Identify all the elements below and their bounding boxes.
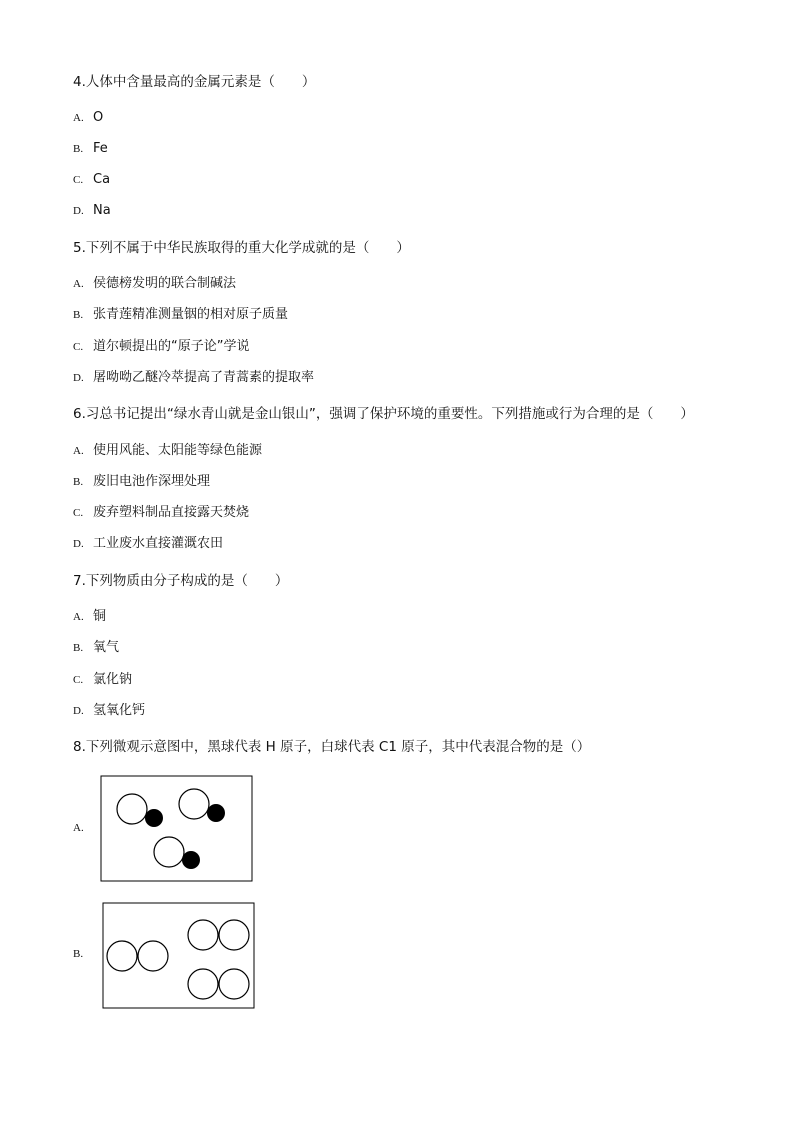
option-letter: A. bbox=[73, 445, 84, 457]
option-text: 屠呦呦乙醚冷萃提高了青蒿素的提取率 bbox=[93, 370, 315, 385]
option-text: O bbox=[93, 110, 104, 125]
option-text: 工业废水直接灌溉农田 bbox=[93, 536, 224, 551]
option-letter: C. bbox=[73, 507, 84, 519]
option-text: 废旧电池作深埋处理 bbox=[93, 474, 211, 489]
option-text: 张青莲精准测量铟的相对原子质量 bbox=[93, 307, 289, 322]
cl-atom bbox=[219, 969, 249, 999]
q7-option-c[interactable] bbox=[73, 671, 132, 689]
q5-option-c[interactable] bbox=[73, 338, 249, 356]
option-text: 氯化钠 bbox=[93, 672, 133, 687]
question-4-stem: 4.人体中含量最高的金属元素是（ ） bbox=[73, 74, 316, 90]
option-letter: D. bbox=[73, 705, 84, 717]
option-letter: C. bbox=[73, 174, 84, 186]
q7-option-a[interactable] bbox=[73, 608, 106, 626]
cl-atom bbox=[188, 969, 218, 999]
option-letter: A. bbox=[73, 278, 84, 290]
q6-option-a[interactable] bbox=[73, 442, 262, 460]
option-letter: A. bbox=[73, 611, 84, 623]
h-atom bbox=[207, 804, 225, 822]
option-text: 铜 bbox=[93, 609, 107, 624]
option-text: Na bbox=[93, 203, 111, 218]
option-letter: A. bbox=[73, 112, 84, 124]
cl-atom bbox=[154, 837, 184, 867]
q4-option-d[interactable] bbox=[73, 202, 111, 220]
option-letter: B. bbox=[73, 642, 84, 654]
option-letter: C. bbox=[73, 674, 84, 686]
question-8-stem: 8.下列微观示意图中，黑球代表 H 原子，白球代表 C1 原子，其中代表混合物的是（） bbox=[73, 739, 591, 755]
q4-option-b[interactable] bbox=[73, 140, 108, 158]
q5-option-d[interactable] bbox=[73, 369, 314, 387]
question-6-stem: 6.习总书记提出“绿水青山就是金山银山”，强调了保护环境的重要性。下列措施或行为合理的是（ ） bbox=[73, 406, 694, 422]
question-7-stem: 7.下列物质由分子构成的是（ ） bbox=[73, 573, 289, 589]
option-text: Fe bbox=[93, 141, 108, 156]
q8-option-a-label[interactable]: A. bbox=[73, 822, 84, 834]
q5-option-b[interactable] bbox=[73, 306, 288, 324]
option-letter: D. bbox=[73, 372, 84, 384]
q6-option-d[interactable] bbox=[73, 535, 223, 553]
option-letter: D. bbox=[73, 538, 84, 550]
cl-atom bbox=[179, 789, 209, 819]
question-5-stem: 5.下列不属于中华民族取得的重大化学成就的是（ ） bbox=[73, 240, 410, 256]
cl-atom bbox=[117, 794, 147, 824]
option-text: 道尔顿提出的“原子论”学说 bbox=[93, 339, 250, 354]
option-text: 使用风能、太阳能等绿色能源 bbox=[93, 443, 263, 458]
q7-option-b[interactable] bbox=[73, 639, 119, 657]
cl-atom bbox=[219, 920, 249, 950]
option-text: 氧气 bbox=[93, 640, 120, 655]
h-atom bbox=[145, 809, 163, 827]
q6-option-b[interactable] bbox=[73, 473, 210, 491]
option-text: 废弃塑料制品直接露天焚烧 bbox=[93, 505, 250, 520]
q4-option-c[interactable] bbox=[73, 171, 110, 189]
option-text: Ca bbox=[93, 172, 111, 187]
q8-option-b-label[interactable]: B. bbox=[73, 948, 84, 960]
q4-option-a[interactable] bbox=[73, 109, 103, 127]
q6-option-c[interactable] bbox=[73, 504, 249, 522]
option-letter: B. bbox=[73, 309, 84, 321]
option-letter: C. bbox=[73, 341, 84, 353]
q8-diagram-a[interactable] bbox=[100, 775, 254, 883]
q7-option-d[interactable] bbox=[73, 702, 145, 720]
cl-atom bbox=[138, 941, 168, 971]
h-atom bbox=[182, 851, 200, 869]
option-letter: B. bbox=[73, 476, 84, 488]
cl-atom bbox=[188, 920, 218, 950]
option-text: 氢氧化钙 bbox=[93, 703, 146, 718]
option-letter: B. bbox=[73, 143, 84, 155]
option-text: 侯德榜发明的联合制碱法 bbox=[93, 276, 237, 291]
cl-atom bbox=[107, 941, 137, 971]
q8-diagram-b[interactable] bbox=[102, 902, 256, 1010]
q5-option-a[interactable] bbox=[73, 275, 236, 293]
option-letter: D. bbox=[73, 205, 84, 217]
